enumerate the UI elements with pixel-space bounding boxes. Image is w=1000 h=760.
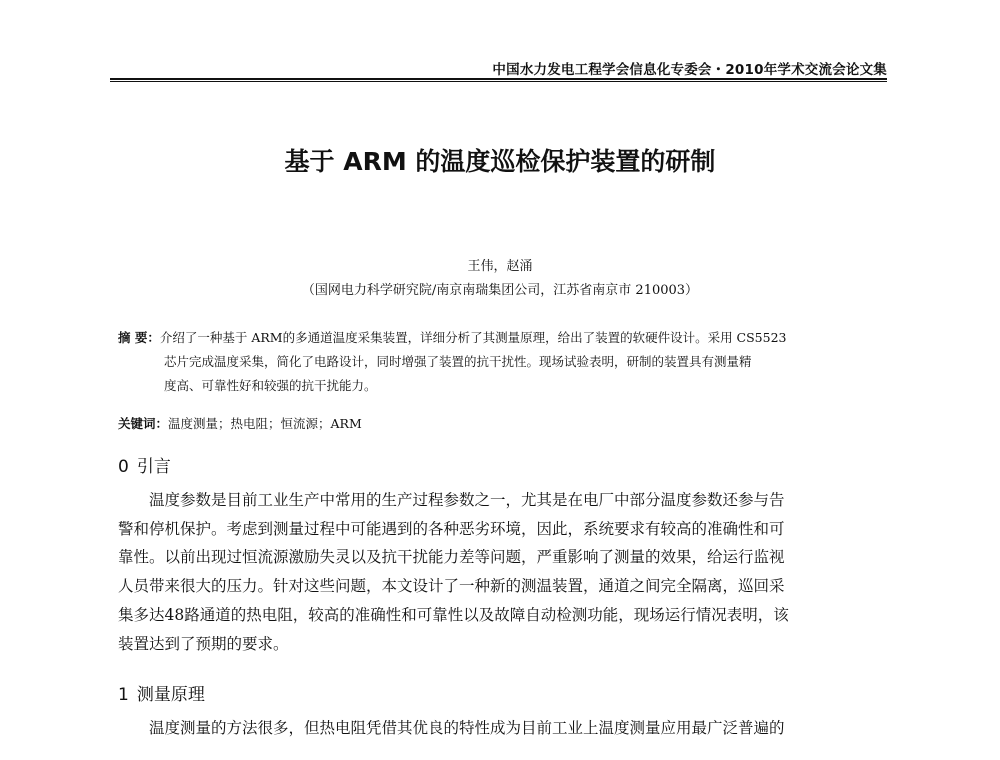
abstract-label: 摘 要： [118, 330, 160, 345]
paragraph-line: 人员带来很大的压力。针对这些问题，本文设计了一种新的测温装置，通道之间完全隔离，巡回采 [118, 577, 785, 596]
abstract [118, 326, 886, 398]
paragraph-line: 靠性。以前出现过恒流源激励失灵以及抗干扰能力差等问题，严重影响了测量的效果，给运行监视 [118, 548, 785, 567]
paragraph-line: 装置达到了预期的要求。 [118, 634, 289, 653]
keywords-label: 关键词： [118, 416, 169, 431]
section-title: 引言 [136, 457, 171, 477]
section-heading-introduction [118, 452, 171, 477]
section-title: 测量原理 [136, 685, 205, 705]
abstract-line: 度高、可靠性好和较强的抗干扰能力。 [164, 378, 377, 393]
paragraph-line: 温度测量的方法很多，但热电阻凭借其优良的特性成为目前工业上温度测量应用最广泛普遍的 [149, 719, 785, 737]
paragraph-line: 警和停机保护。考虑到测量过程中可能遇到的各种恶劣环境，因此，系统要求有较高的准确性和可 [118, 519, 785, 538]
paper-title: 基于 ARM 的温度巡检保护装置的研制 [284, 147, 716, 176]
keywords [118, 414, 886, 432]
abstract-line [118, 326, 886, 350]
section-number: 1 [118, 685, 129, 705]
running-header: 中国水力发电工程学会信息化专委会・2010年学术交流会论文集 [492, 62, 887, 78]
paper-authors: 王伟，赵涌 [467, 259, 533, 274]
header-rule [110, 78, 887, 82]
paper-affiliation: （国网电力科学研究院/南京南瑞集团公司，江苏省南京市 210003） [301, 283, 699, 298]
abstract-text: 介绍了一种基于 ARM的多通道温度采集装置，详细分析了其测量原理，给出了装置的软硬件设计。采用 CS5523 [159, 330, 787, 345]
section-number: 0 [118, 457, 129, 477]
keywords-text: 温度测量；热电阻；恒流源；ARM [168, 416, 362, 431]
principle-paragraph [118, 714, 888, 743]
abstract-line: 芯片完成温度采集，简化了电路设计，同时增强了装置的抗干扰性。现场试验表明，研制的装置具有测量精 [164, 354, 752, 369]
section-heading-principle [118, 680, 205, 705]
paragraph-line: 温度参数是目前工业生产中常用的生产过程参数之一，尤其是在电厂中部分温度参数还参与告 [149, 491, 785, 509]
paragraph-line: 集多达48路通道的热电阻，较高的准确性和可靠性以及故障自动检测功能，现场运行情况表明，该 [118, 605, 789, 624]
introduction-paragraph [118, 486, 888, 658]
